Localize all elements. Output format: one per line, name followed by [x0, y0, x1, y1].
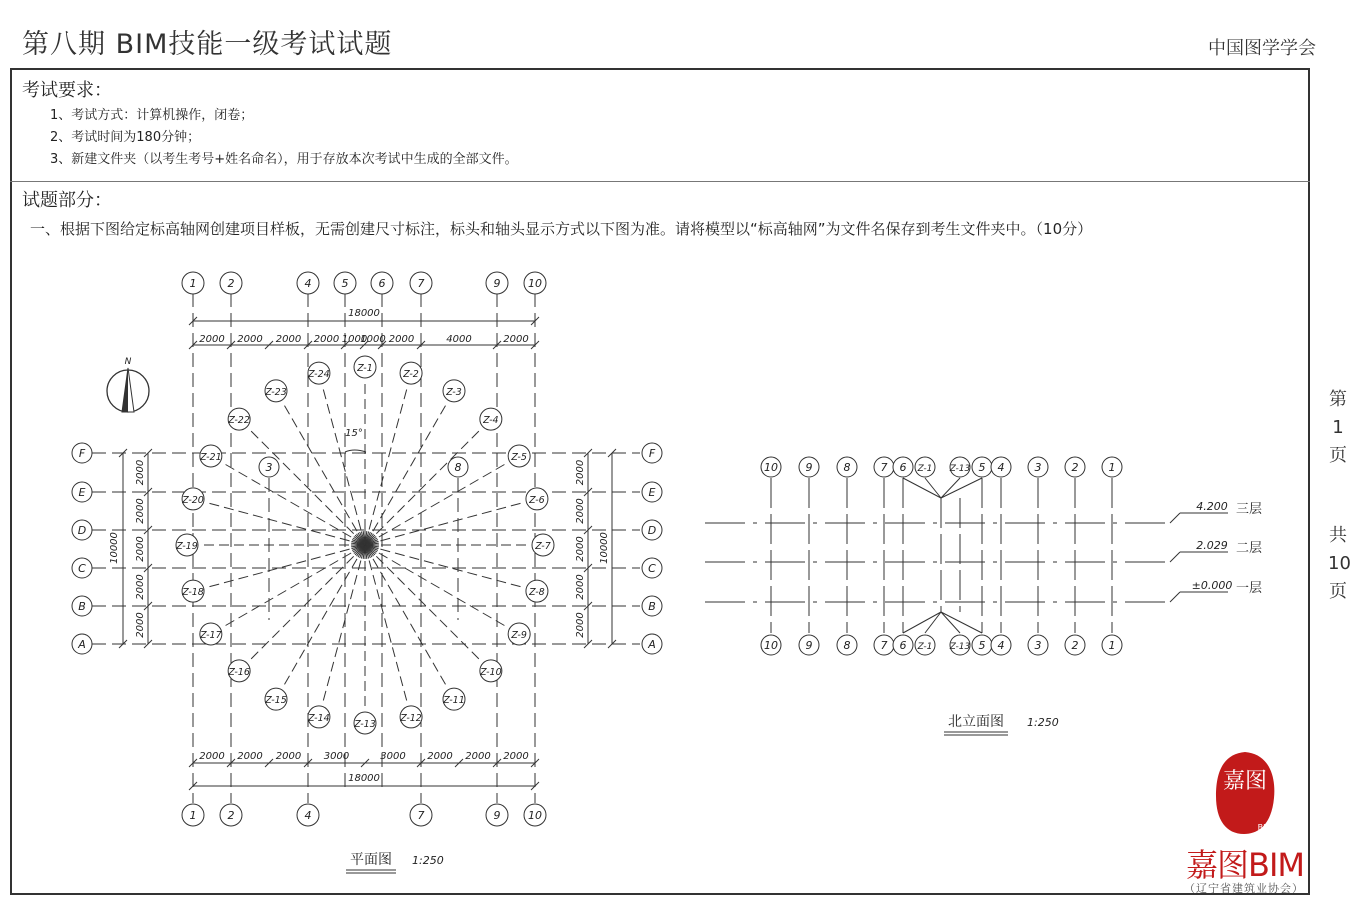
page-title: 第八期 BIM技能一级考试试题: [22, 29, 393, 60]
level-value: ±0.000: [1191, 579, 1233, 592]
radial-axis-bubble: [181, 488, 204, 510]
radial-axis-bubble: [526, 488, 548, 510]
bottom-axis-bubble: [182, 804, 204, 826]
level-value: 2.029: [1196, 539, 1228, 552]
svg-text:E: E: [78, 486, 86, 499]
radial-axis-bubble: [227, 408, 250, 430]
top-axis-bubble: [486, 272, 508, 294]
left-dim-label: 2000: [135, 498, 146, 524]
radial-axis-bubble: [199, 445, 222, 467]
right-axis-bubble: [642, 558, 662, 578]
svg-text:1: 1: [1108, 461, 1116, 474]
svg-text:8: 8: [454, 461, 462, 474]
bottom-dim-label: 2000: [275, 751, 302, 762]
plan-caption: 平面图: [350, 852, 392, 868]
elev-top-bubble: [837, 457, 857, 477]
svg-text:6: 6: [378, 277, 386, 290]
radial-axis-bubble: [442, 688, 465, 710]
top-axis-bubble: [410, 272, 432, 294]
question-1: 一、根据下图给定标高轴网创建项目样板，无需创建尺寸标注，标头和轴头显示方式以下图为准。请将模型以“标高轴网”为文件名保存到考生文件夹中。（10分）: [30, 220, 1093, 238]
svg-text:10: 10: [764, 639, 778, 652]
svg-text:5: 5: [978, 639, 986, 652]
questions-heading: 试题部分：: [22, 190, 112, 211]
svg-text:6: 6: [899, 639, 907, 652]
radial-axis-bubble: [307, 362, 330, 384]
page-number: 第 1 页: [1329, 389, 1347, 466]
svg-text:9: 9: [493, 809, 501, 822]
svg-text:Z-15: Z-15: [265, 695, 287, 707]
bottom-axis-bubble: [524, 804, 546, 826]
radial-axis-bubble: [480, 408, 502, 430]
left-axis-bubble: [72, 443, 92, 463]
right-axis-bubble: [642, 596, 662, 616]
svg-text:1: 1: [189, 277, 197, 290]
bottom-dim-label: 2000: [427, 751, 453, 762]
elev-top-bubble: [972, 457, 992, 477]
svg-text:Z-18: Z-18: [182, 587, 204, 599]
radial-axis-bubble: [443, 380, 465, 402]
svg-text:Z-1: Z-1: [917, 642, 933, 652]
svg-text:4: 4: [997, 461, 1005, 474]
page-total: 共 10 页: [1328, 525, 1351, 602]
inner-axis-bubble: [259, 457, 279, 477]
radial-axis-bubble: [526, 580, 548, 602]
top-dim-label: 1000: [360, 334, 386, 345]
svg-text:3: 3: [1034, 639, 1042, 652]
elev-bottom-bubble: [1102, 635, 1122, 655]
svg-text:Z-8: Z-8: [529, 587, 545, 599]
bottom-axis-bubble: [410, 804, 432, 826]
bottom-axis-bubble: [220, 804, 242, 826]
north-label: N: [124, 357, 132, 367]
svg-text:Z-13: Z-13: [949, 464, 971, 474]
svg-text:Z-19: Z-19: [176, 541, 198, 552]
left-axis-bubble: [72, 596, 92, 616]
radial-line-Z-21: [222, 463, 351, 538]
svg-text:2: 2: [1071, 461, 1079, 474]
svg-text:E: E: [648, 486, 656, 499]
requirement-item: 2、考试时间为180分钟；: [50, 130, 201, 145]
left-dim-label: 2000: [135, 459, 146, 486]
svg-text:7: 7: [880, 639, 888, 652]
right-dim-label: 2000: [575, 574, 586, 600]
svg-text:Z-3: Z-3: [446, 386, 462, 398]
svg-text:Z-20: Z-20: [182, 494, 204, 506]
svg-text:7: 7: [417, 809, 425, 822]
svg-text:Z-7: Z-7: [535, 541, 551, 552]
svg-text:5: 5: [341, 277, 349, 290]
top-dim-label: 4000: [446, 334, 472, 345]
svg-text:Z-13: Z-13: [354, 719, 376, 730]
svg-text:Z-22: Z-22: [228, 415, 250, 427]
elev-bottom-bubble: [991, 635, 1011, 655]
svg-text:6: 6: [899, 461, 907, 474]
svg-text:10: 10: [528, 277, 542, 290]
top-dim-label: 2000: [388, 334, 415, 345]
top-dim-label: 2000: [199, 334, 225, 345]
radial-axis-bubble: [227, 660, 250, 682]
svg-text:7: 7: [880, 461, 888, 474]
elev-bottom-bubble: [1065, 635, 1085, 655]
svg-text:Z-17: Z-17: [200, 630, 222, 641]
radial-axis-bubble: [479, 660, 502, 682]
north-arrow: [107, 357, 149, 412]
svg-text:Z-12: Z-12: [400, 712, 422, 724]
left-dim-label: 2000: [135, 574, 146, 600]
radial-axis-bubble: [532, 534, 554, 556]
bottom-axis-bubble: [486, 804, 508, 826]
elev-top-bubble: [1028, 457, 1048, 477]
svg-text:A: A: [78, 638, 86, 651]
level-name: 二层: [1236, 541, 1263, 556]
svg-text:F: F: [648, 447, 656, 460]
elev-top-bubble: [874, 457, 894, 477]
inner-axis-bubble: [448, 457, 468, 477]
top-axis-bubble: [524, 272, 546, 294]
svg-text:Z-1: Z-1: [357, 363, 373, 374]
bottom-dim-label: 3000: [380, 751, 406, 762]
svg-text:2: 2: [227, 809, 235, 822]
top-dim-label: 2000: [313, 334, 340, 345]
radial-axis-bubble: [199, 623, 222, 645]
brand-seal: [1210, 748, 1280, 838]
right-dim-label: 2000: [575, 459, 586, 486]
requirement-item: 1、考试方式：计算机操作，闭卷；: [50, 108, 254, 123]
right-total-dim: 10000: [599, 532, 610, 564]
right-dim-label: 2000: [575, 536, 586, 562]
right-axis-bubble: [642, 482, 662, 502]
organization-name: 中国图学学会: [1208, 38, 1316, 59]
svg-text:Z-10: Z-10: [480, 666, 502, 678]
top-axis-bubble: [220, 272, 242, 294]
svg-text:1: 1: [1108, 639, 1116, 652]
radial-axis-bubble: [264, 688, 287, 710]
elev-bottom-bubble: [837, 635, 857, 655]
svg-text:Z-4: Z-4: [483, 415, 499, 427]
bottom-dim-label: 3000: [323, 751, 350, 762]
bottom-dim-label: 2000: [237, 751, 263, 762]
radial-axis-bubble: [353, 712, 376, 734]
left-axis-bubble: [72, 520, 92, 540]
svg-text:Z-21: Z-21: [200, 452, 222, 463]
radial-line-Z-10: [376, 556, 481, 661]
elev-top-bubble: [915, 457, 935, 477]
svg-text:C: C: [648, 562, 656, 575]
radial-axis-bubble: [264, 380, 287, 402]
svg-text:4: 4: [304, 277, 312, 290]
radial-line-Z-11: [373, 559, 448, 688]
svg-text:4: 4: [304, 809, 312, 822]
level-name: 三层: [1236, 502, 1263, 517]
elev-top-bubble: [761, 457, 781, 477]
plan-drawing: [72, 272, 662, 873]
svg-text:F: F: [78, 447, 86, 460]
requirements-heading: 考试要求：: [22, 80, 112, 101]
top-axis-bubble: [334, 272, 356, 294]
right-dim-label: 2000: [575, 498, 586, 524]
radial-line-Z-22: [248, 428, 353, 533]
north-elevation-drawing: [705, 457, 1262, 735]
svg-text:Z-2: Z-2: [403, 369, 419, 381]
radial-axis-bubble: [354, 356, 376, 378]
top-dim-label: 2000: [237, 334, 263, 345]
svg-text:8: 8: [843, 639, 851, 652]
svg-text:10: 10: [764, 461, 778, 474]
svg-text:Z-6: Z-6: [529, 494, 545, 506]
plan-scale: 1:250: [412, 854, 444, 867]
angle-arc: [345, 450, 366, 452]
bottom-dim-label: 2000: [465, 751, 491, 762]
top-dim-label: 2000: [275, 334, 302, 345]
svg-text:3: 3: [1034, 461, 1042, 474]
radial-line-Z-17: [222, 553, 351, 628]
elev-bottom-bubble: [915, 635, 935, 655]
radial-line-Z-16: [248, 556, 353, 661]
svg-text:9: 9: [493, 277, 501, 290]
elevation-caption: 北立面图: [948, 714, 1004, 730]
elevation-scale: 1:250: [1027, 716, 1059, 729]
elev-bottom-bubble: [949, 635, 971, 655]
elev-bottom-bubble: [1028, 635, 1048, 655]
svg-text:D: D: [77, 524, 87, 537]
top-axis-bubble: [182, 272, 204, 294]
radial-axis-bubble: [400, 362, 422, 384]
radial-axis-bubble: [181, 580, 204, 602]
radial-axis-bubble: [399, 706, 422, 728]
elev-top-bubble: [949, 457, 971, 477]
requirement-item: 3、新建文件夹（以考生考号+姓名命名），用于存放本次考试中生成的全部文件。: [50, 152, 518, 167]
top-dim-label: 2000: [503, 334, 529, 345]
svg-text:10: 10: [528, 809, 542, 822]
left-dim-label: 2000: [135, 536, 146, 562]
level-value: 4.200: [1196, 500, 1228, 513]
left-total-dim: 10000: [109, 532, 120, 564]
level-name: 一层: [1236, 581, 1263, 596]
elev-bottom-bubble: [761, 635, 781, 655]
elev-top-bubble: [799, 457, 819, 477]
radial-axis-bubble: [175, 534, 198, 556]
elev-top-bubble: [1065, 457, 1085, 477]
svg-text:2: 2: [227, 277, 235, 290]
left-axis-bubble: [72, 634, 92, 654]
svg-text:D: D: [647, 524, 657, 537]
radial-line-Z-15: [283, 559, 358, 688]
svg-text:A: A: [648, 638, 656, 651]
svg-text:Z-5: Z-5: [511, 452, 527, 463]
top-axis-bubble: [297, 272, 319, 294]
bottom-total-dim: 18000: [348, 773, 380, 784]
svg-text:3: 3: [265, 461, 273, 474]
bottom-dim-label: 2000: [199, 751, 225, 762]
left-axis-bubble: [72, 482, 92, 502]
elev-bottom-bubble: [799, 635, 819, 655]
elev-bottom-bubble: [874, 635, 894, 655]
radial-line-Z-9: [379, 553, 508, 628]
radial-axis-bubble: [307, 706, 330, 728]
right-axis-bubble: [642, 443, 662, 463]
right-axis-bubble: [642, 520, 662, 540]
svg-text:Z-9: Z-9: [511, 630, 527, 641]
radial-line-Z-3: [373, 402, 448, 531]
brand-subtitle: （辽宁省建筑业协会）: [1184, 882, 1304, 895]
bottom-axis-bubble: [297, 804, 319, 826]
svg-text:8: 8: [843, 461, 851, 474]
elev-bottom-bubble: [972, 635, 992, 655]
seal-text-2: BIM: [1257, 823, 1273, 832]
brand-name: 嘉图BIM: [1186, 846, 1305, 884]
elev-bottom-bubble: [893, 635, 913, 655]
radial-axis-bubble: [508, 445, 530, 467]
top-dim-label: 1000: [341, 334, 368, 345]
svg-text:B: B: [78, 600, 86, 613]
top-total-dim: 18000: [348, 308, 380, 319]
svg-text:Z-23: Z-23: [265, 386, 287, 398]
svg-text:C: C: [78, 562, 86, 575]
svg-text:Z-24: Z-24: [308, 369, 330, 381]
svg-text:2: 2: [1071, 639, 1079, 652]
elev-top-bubble: [1102, 457, 1122, 477]
svg-text:Z-1: Z-1: [917, 464, 933, 474]
svg-text:1: 1: [189, 809, 197, 822]
radial-line-Z-4: [376, 428, 481, 533]
left-dim-label: 2000: [135, 612, 146, 638]
svg-text:Z-13: Z-13: [949, 642, 971, 652]
svg-text:9: 9: [805, 461, 813, 474]
radial-line-Z-5: [379, 463, 508, 538]
right-dim-label: 2000: [575, 612, 586, 638]
svg-text:Z-11: Z-11: [443, 695, 465, 707]
seal-text-1: 嘉图: [1222, 769, 1268, 794]
svg-text:4: 4: [997, 639, 1005, 652]
svg-text:Z-14: Z-14: [308, 712, 330, 724]
svg-text:9: 9: [805, 639, 813, 652]
radial-axis-bubble: [508, 623, 530, 645]
svg-text:B: B: [648, 600, 656, 613]
radial-line-Z-23: [283, 402, 358, 531]
elev-top-bubble: [893, 457, 913, 477]
right-axis-bubble: [642, 634, 662, 654]
svg-text:7: 7: [417, 277, 425, 290]
svg-text:5: 5: [978, 461, 986, 474]
elev-top-bubble: [991, 457, 1011, 477]
left-axis-bubble: [72, 558, 92, 578]
angle-label: 15°: [345, 428, 363, 439]
svg-text:Z-16: Z-16: [228, 666, 250, 678]
bottom-dim-label: 2000: [503, 751, 529, 762]
top-axis-bubble: [371, 272, 393, 294]
